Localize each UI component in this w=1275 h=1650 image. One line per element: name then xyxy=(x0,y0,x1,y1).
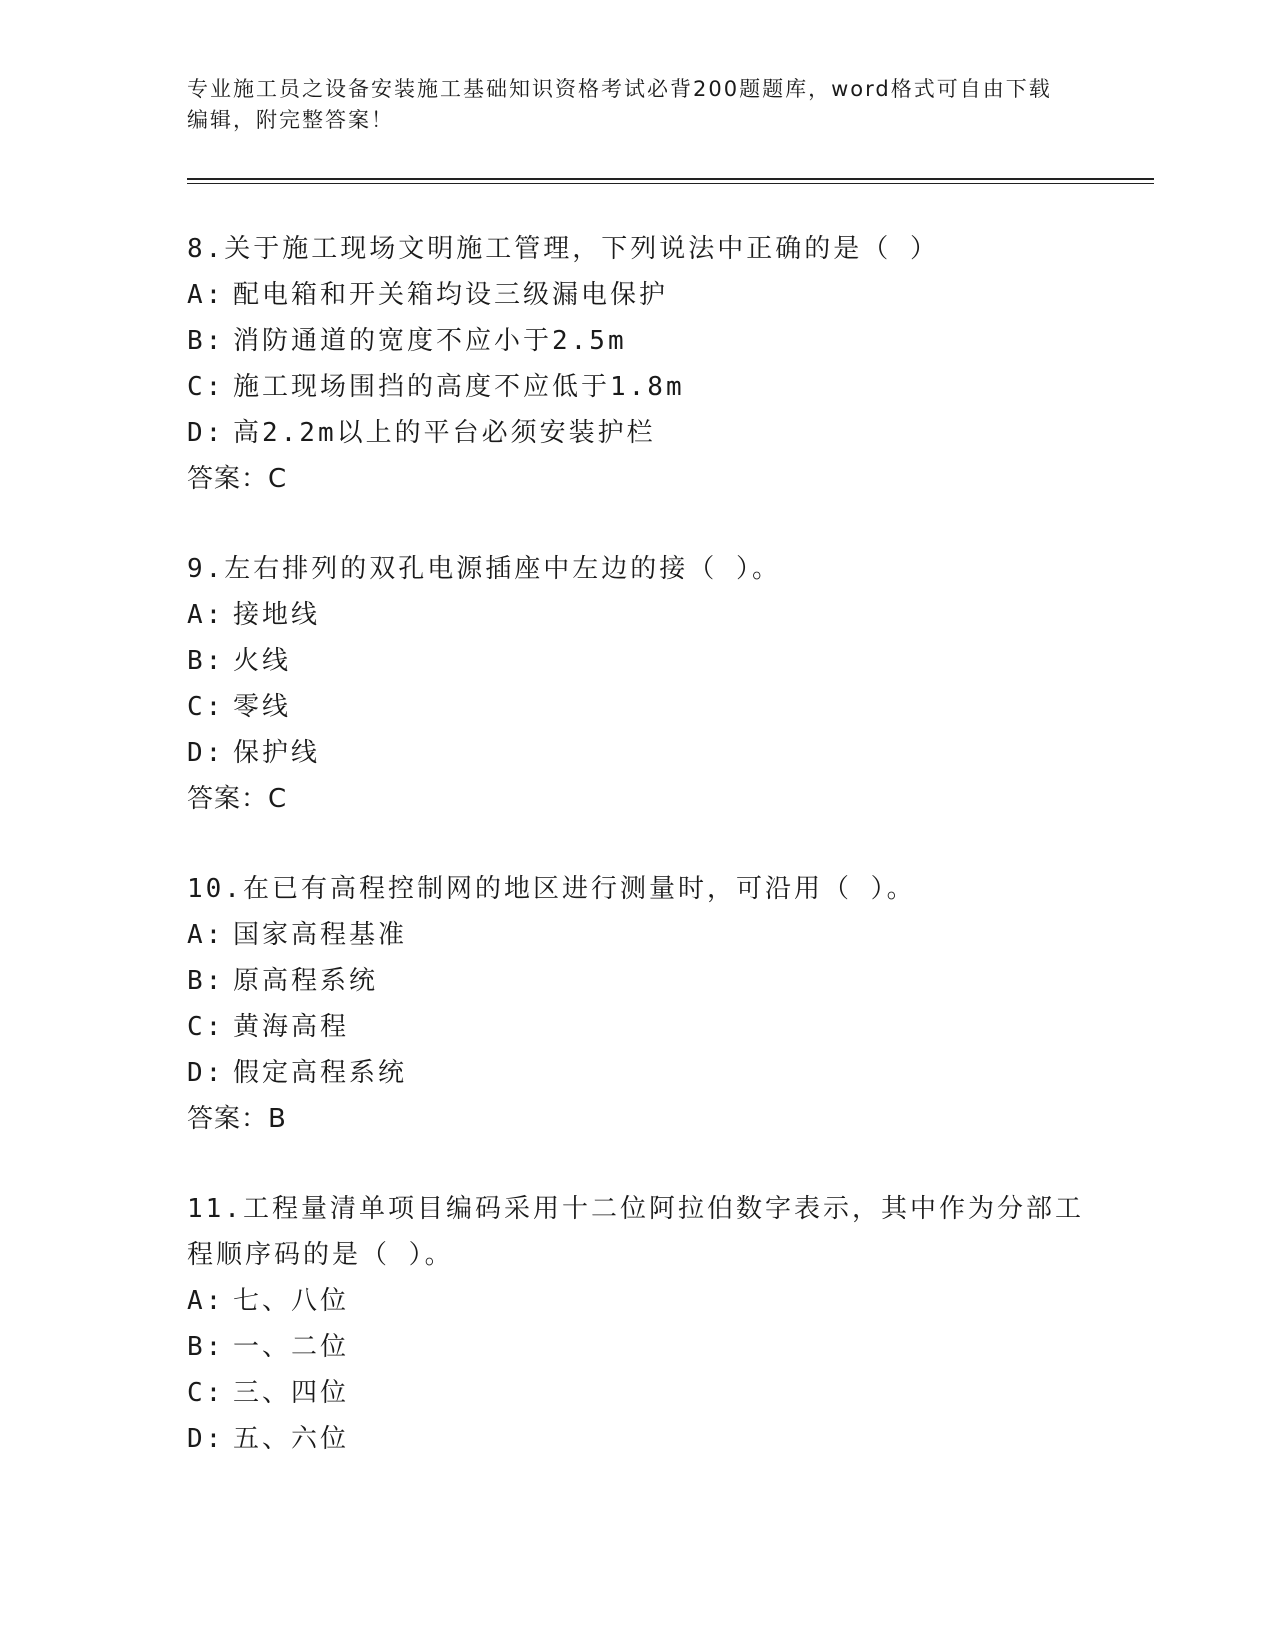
option-d xyxy=(187,730,1087,776)
option-label: C: xyxy=(187,1378,225,1408)
question-stem: 9.左右排列的双孔电源插座中左边的接（ ）。 xyxy=(187,554,781,584)
option-c xyxy=(187,364,1087,410)
option-text: 黄海高程 xyxy=(233,1012,350,1042)
option-d xyxy=(187,410,1087,456)
option-b xyxy=(187,1324,1087,1370)
option-text: 零线 xyxy=(233,692,292,722)
option-label: A: xyxy=(187,920,225,950)
option-text: 七、八位 xyxy=(233,1286,350,1316)
option-label: A: xyxy=(187,280,225,310)
option-text: 假定高程系统 xyxy=(233,1058,408,1088)
question-stem-line-1: 11.工程量清单项目编码采用十二位阿拉伯数字表示，其中作为分部工 xyxy=(187,1194,1084,1224)
question-stem-line-2: 程顺序码的是（ ）。 xyxy=(187,1240,454,1270)
option-d xyxy=(187,1416,1087,1462)
option-text: 原高程系统 xyxy=(233,966,379,996)
question-stem: 10.在已有高程控制网的地区进行测量时，可沿用（ ）。 xyxy=(187,874,916,904)
option-label: C: xyxy=(187,692,225,722)
option-text: 三、四位 xyxy=(233,1378,350,1408)
option-label: D: xyxy=(187,1058,225,1088)
option-text: 施工现场围挡的高度不应低于1.8m xyxy=(233,372,685,402)
option-label: C: xyxy=(187,1012,225,1042)
option-c xyxy=(187,1004,1087,1050)
option-b xyxy=(187,318,1087,364)
option-text: 保护线 xyxy=(233,738,321,768)
option-b xyxy=(187,958,1087,1004)
option-text: 高2.2m以上的平台必须安装护栏 xyxy=(233,418,656,448)
answer: 答案：C xyxy=(187,784,288,814)
answer: 答案：B xyxy=(187,1104,287,1134)
option-a xyxy=(187,912,1087,958)
header-divider-thick xyxy=(187,178,1154,180)
option-text: 接地线 xyxy=(233,600,321,630)
option-text: 五、六位 xyxy=(233,1424,350,1454)
option-label: A: xyxy=(187,1286,225,1316)
option-b xyxy=(187,638,1087,684)
option-label: B: xyxy=(187,966,225,996)
header-divider-thin xyxy=(187,183,1154,184)
option-a xyxy=(187,592,1087,638)
option-d xyxy=(187,1050,1087,1096)
question-9 xyxy=(187,546,1087,822)
question-11 xyxy=(187,1186,1087,1462)
option-label: B: xyxy=(187,646,225,676)
option-c xyxy=(187,1370,1087,1416)
option-label: C: xyxy=(187,372,225,402)
question-stem: 8.关于施工现场文明施工管理，下列说法中正确的是（ ） xyxy=(187,234,939,264)
option-label: D: xyxy=(187,738,225,768)
option-a xyxy=(187,1278,1087,1324)
option-label: D: xyxy=(187,1424,225,1454)
option-text: 国家高程基准 xyxy=(233,920,408,950)
question-10 xyxy=(187,866,1087,1142)
option-text: 火线 xyxy=(233,646,292,676)
option-c xyxy=(187,684,1087,730)
option-label: A: xyxy=(187,600,225,630)
answer: 答案：C xyxy=(187,464,288,494)
question-8 xyxy=(187,226,1087,502)
option-text: 配电箱和开关箱均设三级漏电保护 xyxy=(233,280,669,310)
option-label: D: xyxy=(187,418,225,448)
option-text: 消防通道的宽度不应小于2.5m xyxy=(233,326,627,356)
document-header: 专业施工员之设备安装施工基础知识资格考试必背200题题库，word格式可自由下载编辑，附完整答案！ xyxy=(187,77,1052,132)
option-text: 一、二位 xyxy=(233,1332,350,1362)
option-label: B: xyxy=(187,1332,225,1362)
option-a xyxy=(187,272,1087,318)
option-label: B: xyxy=(187,326,225,356)
